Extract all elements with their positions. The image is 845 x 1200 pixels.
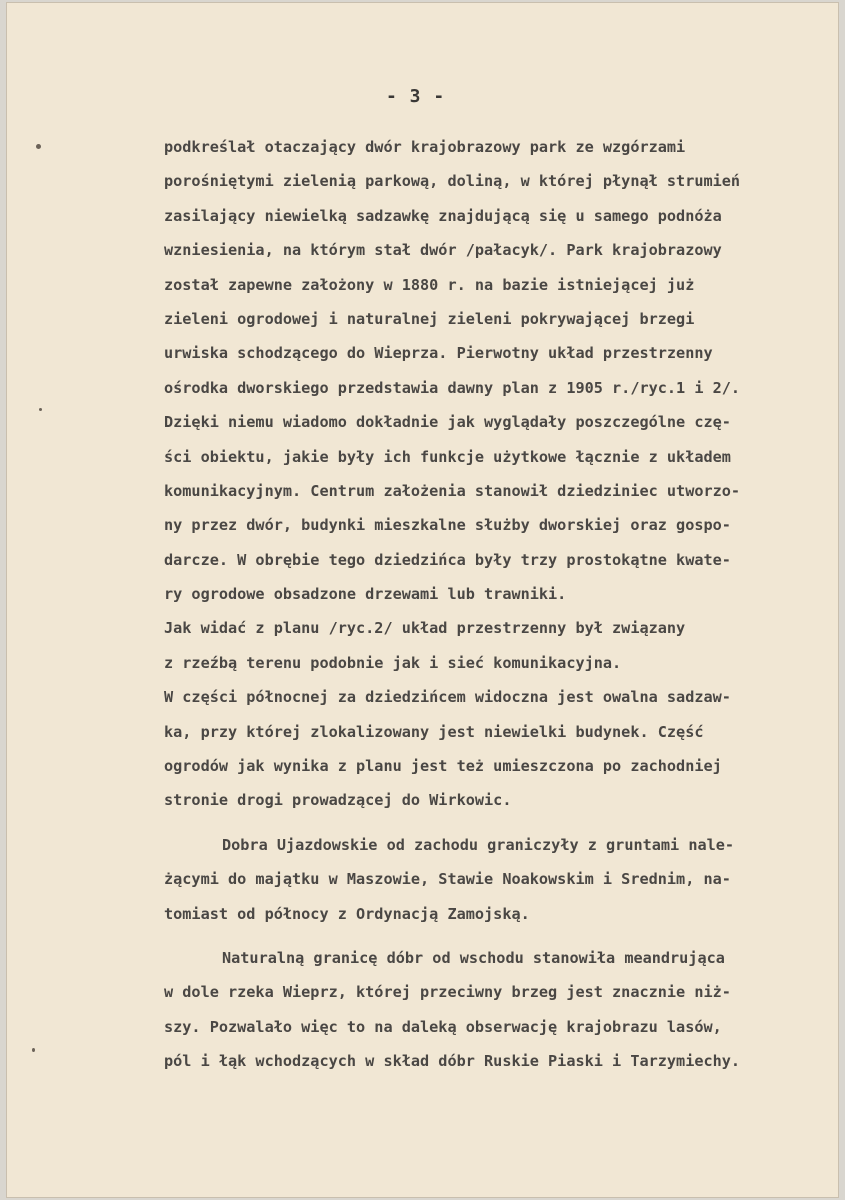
text-line: Dzięki niemu wiadomo dokładnie jak wyglądały poszczególne czę- — [164, 413, 731, 432]
body-text — [164, 130, 824, 1079]
paragraph-gap — [164, 931, 824, 941]
text-line: został zapewne założony w 1880 r. na bazie istniejącej już — [164, 275, 695, 294]
text-line: zieleni ogrodowej i naturalnej zieleni pokrywającej brzegi — [164, 309, 695, 328]
page-number: - 3 - — [386, 86, 446, 107]
text-line: podkreślał otaczający dwór krajobrazowy park ze wzgórzami — [164, 138, 686, 156]
text-line: pól i łąk wchodzących w skład dóbr Ruskie Piaski i Tarzymiechy. — [164, 1052, 741, 1071]
text-line: Jak widać z planu /ryc.2/ układ przestrzenny był związany — [164, 619, 686, 638]
text-line: W części północnej za dziedzińcem widoczna jest owalna sadzaw- — [164, 688, 731, 707]
paper-speck — [36, 144, 41, 149]
text-line: tomiast od północy z Ordynacją Zamojską. — [164, 904, 530, 923]
text-line: ści obiektu, jakie były ich funkcje użytkowe łącznie z układem — [164, 447, 731, 466]
document-page — [6, 2, 839, 1198]
text-line: zasilający niewielką sadzawkę znajdującą się u samego podnóża — [164, 206, 722, 225]
text-line: z rzeźbą terenu podobnie jak i sieć komunikacyjna. — [164, 653, 622, 672]
text-line: ośrodka dworskiego przedstawia dawny plan z 1905 r./ryc.1 i 2/. — [164, 378, 741, 397]
text-line: komunikacyjnym. Centrum założenia stanowił dziedziniec utworzo- — [164, 481, 741, 500]
text-line: ny przez dwór, budynki mieszkalne służby dworskiej oraz gospo- — [164, 516, 731, 535]
text-line: w dole rzeka Wieprz, której przeciwny brzeg jest znacznie niż- — [164, 983, 731, 1002]
paper-speck — [32, 1048, 35, 1052]
text-line: ka, przy której zlokalizowany jest niewielki budynek. Część — [164, 722, 704, 741]
text-line: ogrodów jak wynika z planu jest też umieszczona po zachodniej — [164, 757, 722, 776]
text-line: Naturalną granicę dóbr od wschodu stanowiła meandrująca — [222, 948, 725, 967]
text-line: urwiska schodzącego do Wieprza. Pierwotny układ przestrzenny — [164, 344, 713, 363]
text-line: porośniętymi zielenią parkową, doliną, w której płynął strumień — [164, 172, 741, 191]
text-line: stronie drogi prowadzącej do Wirkowic. — [164, 791, 512, 810]
text-line: żącymi do majątku w Maszowie, Stawie Noakowskim i Srednim, na- — [164, 870, 731, 889]
text-line: wzniesienia, na którym stał dwór /pałacyk/. Park krajobrazowy — [164, 241, 722, 260]
paragraph-gap — [164, 818, 824, 828]
text-line: szy. Pozwalało więc to na daleką obserwację krajobrazu lasów, — [164, 1017, 722, 1036]
text-line: darcze. W obrębie tego dziedzińca były trzy prostokątne kwate- — [164, 550, 731, 569]
paper-speck — [39, 408, 42, 411]
text-line: Dobra Ujazdowskie od zachodu graniczyły z gruntami nale- — [222, 835, 735, 854]
text-line: ry ogrodowe obsadzone drzewami lub trawniki. — [164, 585, 567, 604]
